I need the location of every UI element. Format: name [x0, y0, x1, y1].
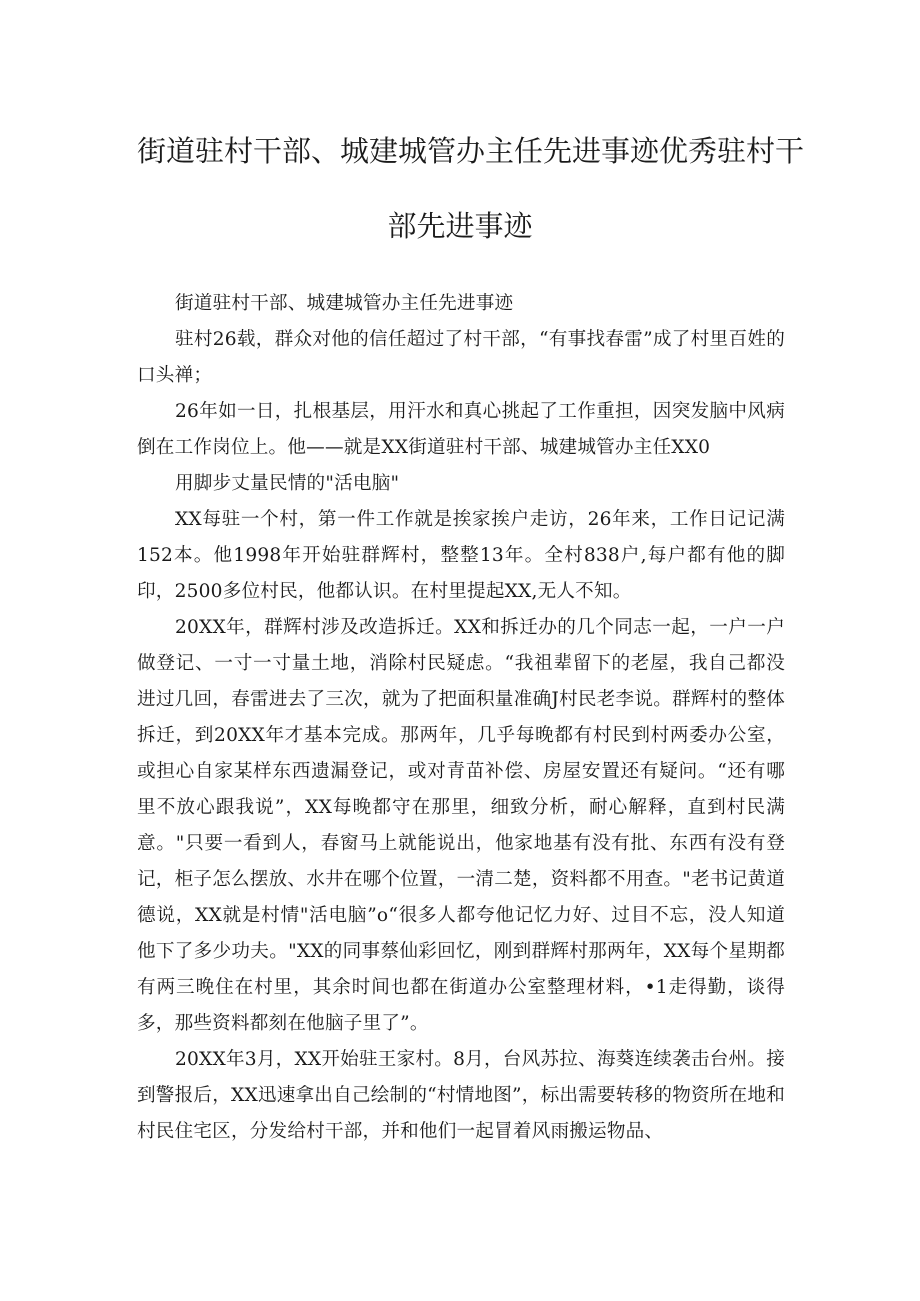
- paragraph-subtitle: 街道驻村干部、城建城管办主任先进事迹: [175, 293, 514, 314]
- paragraph: XX每驻一个村，第一件工作就是挨家挨户走访，26年来，工作日记记满152本。他1998年开始驻群辉村，整整13年。全村838户,每户都有他的脚印，2500多位村民，他都认识。在村里提起XX,无人不知。: [137, 509, 785, 602]
- paragraph: 20XX年3月，XX开始驻王家村。8月，台风苏拉、海葵连续袭击台州。接到警报后，XX迅速拿出自己绘制的“村情地图”，标出需要转移的物资所在地和村民住宅区，分发给村干部，并和他们一起冒着风雨搬运物品、: [137, 1049, 785, 1142]
- paragraph: 驻村26载，群众对他的信任超过了村干部，“有事找春雷”成了村里百姓的口头禅；: [137, 329, 785, 386]
- document-body: [137, 286, 785, 1150]
- paragraph: 20XX年，群辉村涉及改造拆迁。XX和拆迁办的几个同志一起，一户一户做登记、一寸一寸量土地，消除村民疑虑。“我祖辈留下的老屋，我自己都没进过几回，春雷进去了三次，就为了把面积量准确J村民老李说。群辉村的整体拆迁，到20XX年才基本完成。那两年，几乎每晚都有村民到村两委办公室，或担心自家某样东西遗漏登记，或对青苗补偿、房屋安置还有疑问。“还有哪里不放心跟我说”，XX每晚都守在那里，细致分析，耐心解释，直到村民满意。"只要一看到人，春窗马上就能说出，他家地基有没有批、东西有没有登记，柜子怎么摆放、水井在哪个位置，一清二楚，资料都不用查。"老书记黄道德说，XX就是村情"活电脑”o“很多人都夸他记忆力好、过目不忘，没人知道他下了多少功夫。"XX的同事蔡仙彩回忆，刚到群辉村那两年，XX每个星期都有两三晚住在村里，其余时间也都在街道办公室整理材料，•1走得勤，谈得多，那些资料都刻在他脑子里了”。: [137, 617, 785, 1034]
- document-title-line-1: 街道驻村干部、城建城管办主任先进事迹优秀驻村干: [137, 134, 805, 168]
- paragraph: 26年如一日，扎根基层，用汗水和真心挑起了工作重担，因突发脑中风病倒在工作岗位上。他——就是XX街道驻村干部、城建城管办主任XX0: [137, 401, 785, 458]
- document-title-line-2: 部先进事迹: [387, 209, 533, 243]
- section-heading: 用脚步丈量民情的"活电脑": [175, 473, 400, 494]
